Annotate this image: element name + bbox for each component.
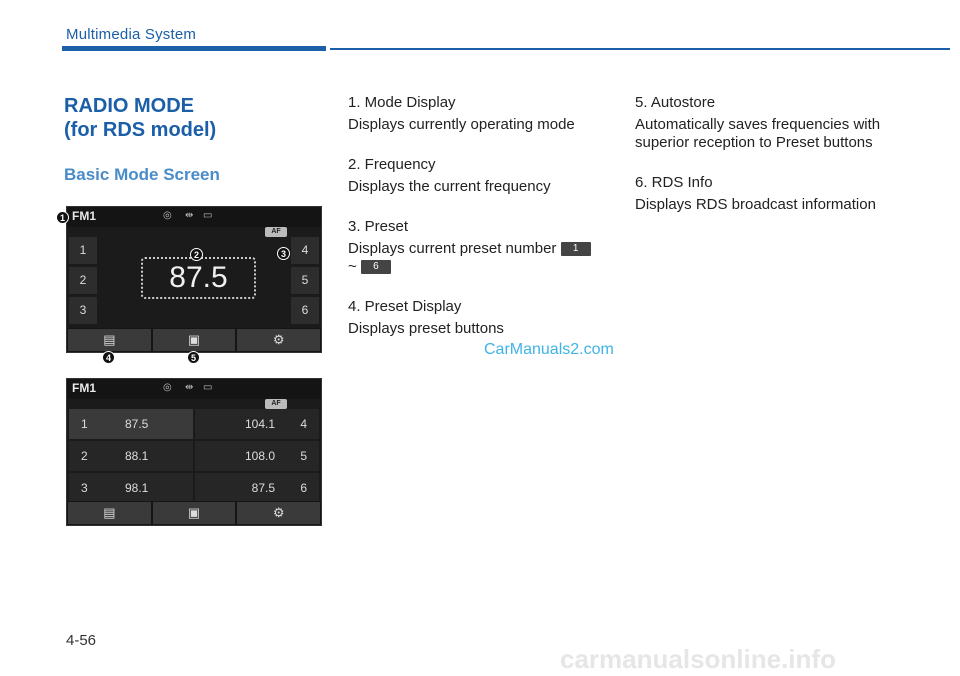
subsection-title: Basic Mode Screen	[64, 165, 220, 184]
radio-screen-basic	[66, 206, 322, 353]
item-desc: Displays the current frequency	[348, 178, 551, 195]
preset-frequency: 87.5	[251, 481, 275, 495]
callout-4: 4	[102, 351, 115, 364]
page-title	[64, 94, 216, 142]
header-rule-thin	[330, 48, 950, 50]
battery-icon: ▭	[203, 210, 213, 221]
item-desc: Displays preset buttons	[348, 320, 504, 337]
af-badge: AF	[265, 399, 287, 409]
description-column-middle	[348, 94, 616, 342]
frequency-display: 87.5	[141, 257, 256, 299]
callout-1: 1	[56, 211, 69, 224]
screen-bottombar	[67, 328, 321, 352]
preset-frequency: 104.1	[244, 417, 275, 431]
preset-number: 3	[81, 481, 88, 495]
item-heading: 3. Preset	[348, 218, 409, 235]
settings-gear-icon[interactable]: ⚙	[237, 329, 320, 351]
item-heading: 6. RDS Info	[635, 174, 713, 191]
preset-row[interactable]	[69, 473, 193, 503]
source-icon: ◎	[163, 382, 172, 393]
item-desc: Automatically saves frequencies with superior reception to Preset buttons	[635, 116, 881, 151]
mode-display: FM1	[72, 381, 96, 395]
preset-row[interactable]	[195, 473, 319, 503]
preset-button[interactable]: 2	[69, 267, 97, 294]
footer-watermark: carmanualsonline.info	[560, 644, 836, 674]
tilde: ~	[348, 258, 357, 275]
page-title-line2: (for RDS model)	[64, 119, 217, 141]
page-number: 4-56	[66, 632, 97, 649]
autostore-button[interactable]: ▣	[153, 502, 236, 524]
preset-button[interactable]: 1	[69, 237, 97, 264]
source-icon: ◎	[163, 210, 172, 221]
callout-2: 2	[190, 248, 203, 261]
preset-list-left	[69, 409, 193, 505]
item-desc	[348, 240, 616, 276]
preset-row[interactable]	[69, 409, 193, 439]
header-rule-thick	[62, 46, 326, 51]
preset-number: 5	[300, 449, 307, 463]
preset-number: 6	[300, 481, 307, 495]
af-badge: AF	[265, 227, 287, 237]
autostore-button[interactable]: ▣	[153, 329, 236, 351]
usb-icon: ⇹	[185, 210, 194, 221]
preset-column-right	[291, 237, 319, 327]
radio-info-button[interactable]: ▤	[68, 329, 151, 351]
screen-topbar	[67, 207, 321, 227]
callout-3: 3	[277, 247, 290, 260]
preset-button[interactable]: 3	[69, 297, 97, 324]
item-heading: 1. Mode Display	[348, 94, 456, 111]
preset-button[interactable]: 5	[291, 267, 319, 294]
item-desc: Displays RDS broadcast information	[635, 196, 876, 213]
item-heading: 4. Preset Display	[348, 298, 462, 315]
page-title-line1: RADIO MODE	[64, 95, 194, 117]
item-desc-text: Displays current preset number	[348, 240, 557, 257]
preset-list-right	[195, 409, 319, 505]
preset-frequency: 108.0	[244, 449, 275, 463]
usb-icon: ⇹	[185, 382, 194, 393]
item-heading: 2. Frequency	[348, 156, 436, 173]
preset-key-6-icon: 6	[361, 260, 391, 274]
preset-column-left	[69, 237, 97, 327]
preset-button[interactable]: 6	[291, 297, 319, 324]
settings-gear-icon[interactable]: ⚙	[237, 502, 320, 524]
preset-button[interactable]: 4	[291, 237, 319, 264]
mode-display: FM1	[72, 209, 96, 223]
preset-row[interactable]	[195, 441, 319, 471]
preset-key-1-icon: 1	[561, 242, 591, 256]
preset-number: 4	[300, 417, 307, 431]
radio-info-button[interactable]: ▤	[68, 502, 151, 524]
preset-frequency: 87.5	[125, 417, 149, 431]
preset-row[interactable]	[69, 441, 193, 471]
description-column-right	[635, 94, 935, 218]
item-heading: 5. Autostore	[635, 94, 716, 111]
preset-number: 2	[81, 449, 88, 463]
preset-row[interactable]	[195, 409, 319, 439]
preset-frequency: 98.1	[125, 481, 149, 495]
battery-icon: ▭	[203, 382, 213, 393]
item-desc: Displays currently operating mode	[348, 116, 575, 133]
callout-5: 5	[187, 351, 200, 364]
radio-screen-preset-list	[66, 378, 322, 526]
preset-frequency: 88.1	[125, 449, 149, 463]
screen-topbar	[67, 379, 321, 399]
watermark-text: CarManuals2.com	[484, 341, 614, 358]
screen-bottombar	[67, 501, 321, 525]
preset-number: 1	[81, 417, 88, 431]
section-header: Multimedia System	[66, 26, 197, 43]
